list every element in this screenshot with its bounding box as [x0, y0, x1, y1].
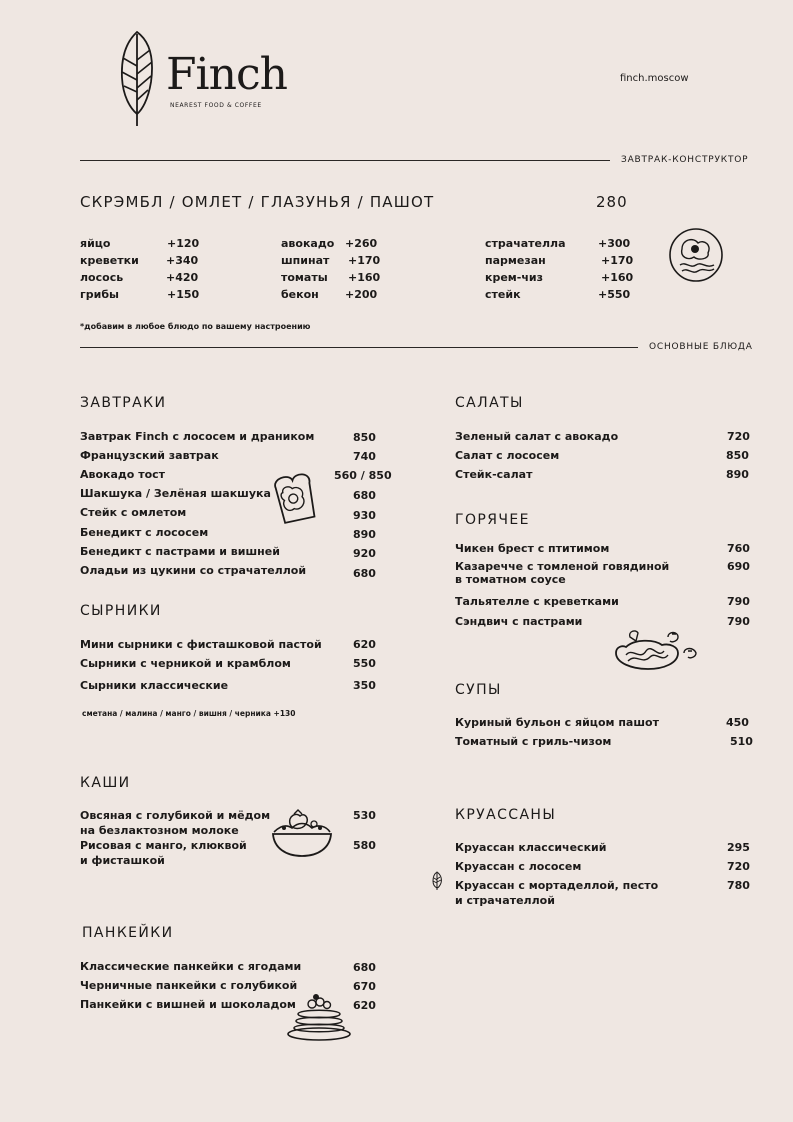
section-title: КАШИ: [80, 775, 131, 791]
menu-item-name: Круассан с мортаделлой, песто: [455, 879, 659, 892]
menu-item-name: Казаречче с томленой говядиной: [455, 560, 670, 573]
menu-item-price: 790: [727, 615, 750, 628]
menu-item-price: 850: [726, 449, 749, 462]
menu-item-price: 780: [727, 879, 750, 892]
menu-item-name: Круассан с лососем: [455, 860, 582, 873]
menu-item-price: 720: [727, 430, 750, 443]
menu-item-price: 680: [353, 961, 376, 974]
feather-logo-icon: [118, 30, 156, 128]
menu-item-price: 580: [353, 839, 376, 852]
menu-item-price: 850: [353, 431, 376, 444]
eggs-price: 280: [596, 193, 628, 211]
menu-item-name: Шакшука / Зелёная шакшука: [80, 487, 271, 500]
menu-item-name-cont: в томатном соусе: [455, 573, 566, 586]
menu-item-price: 720: [727, 860, 750, 873]
addon-name: бекон: [281, 288, 319, 301]
menu-item-price: 890: [726, 468, 749, 481]
menu-item-price: 680: [353, 567, 376, 580]
menu-item-name: Панкейки с вишней и шоколадом: [80, 998, 296, 1011]
menu-item-price: 890: [353, 528, 376, 541]
section-title: САЛАТЫ: [455, 395, 524, 411]
menu-item-name: Оладьи из цукини со страчателлой: [80, 564, 307, 577]
menu-item-name: Овсяная с голубикой и мёдом: [80, 809, 271, 822]
addon-name: пармезан: [485, 254, 546, 267]
addon-price: +160: [348, 271, 381, 284]
menu-item-price: 680: [353, 489, 376, 502]
menu-item-name: Тальятелле с креветками: [455, 595, 619, 608]
menu-item-price: 510: [730, 735, 753, 748]
website-link[interactable]: finch.moscow: [620, 73, 689, 84]
section-title: ЗАВТРАКИ: [80, 395, 167, 411]
pasta-shrimp-icon: [612, 627, 702, 675]
addon-price: +160: [601, 271, 634, 284]
addon-name: стейк: [485, 288, 521, 301]
menu-item-price: 550: [353, 657, 376, 670]
addon-name: грибы: [80, 288, 119, 301]
topping-note: сметана / малина / манго / вишня / черника +130: [82, 709, 296, 718]
menu-item-name: Завтрак Finch с лососем и драником: [80, 430, 315, 443]
toast-egg-icon: [270, 470, 322, 524]
menu-item-price: 620: [353, 638, 376, 651]
section-label: ОСНОВНЫЕ БЛЮДА: [649, 342, 753, 352]
brand-tagline: NEAREST FOOD & COFFEE: [170, 102, 262, 109]
menu-item-price: 930: [353, 509, 376, 522]
menu-item-name: Стейк с омлетом: [80, 506, 187, 519]
small-feather-icon: [431, 871, 443, 891]
menu-item-name: Круассан классический: [455, 841, 607, 854]
menu-item-name-cont: и страчателлой: [455, 894, 555, 907]
addon-price: +120: [167, 237, 200, 250]
addon-price: +340: [166, 254, 199, 267]
section-title: СУПЫ: [455, 682, 502, 698]
addon-price: +300: [598, 237, 631, 250]
section-title: ГОРЯЧЕЕ: [455, 512, 530, 528]
porridge-bowl-icon: [270, 808, 334, 860]
addon-name: авокадо: [281, 237, 335, 250]
fried-egg-bacon-icon: [668, 227, 724, 283]
section-title: КРУАССАНЫ: [455, 807, 557, 823]
addon-name: креветки: [80, 254, 139, 267]
section-title: ПАНКЕЙКИ: [82, 925, 174, 941]
addon-price: +170: [348, 254, 381, 267]
addon-price: +550: [598, 288, 631, 301]
addon-price: +260: [345, 237, 378, 250]
menu-item-name: Стейк-салат: [455, 468, 533, 481]
menu-item-name-cont: и фисташкой: [80, 854, 165, 867]
addon-name: лосось: [80, 271, 124, 284]
menu-item-price: 690: [727, 560, 750, 573]
addon-name: яйцо: [80, 237, 111, 250]
menu-item-price: 350: [353, 679, 376, 692]
addon-name: крем-чиз: [485, 271, 544, 284]
menu-item-name: Зеленый салат с авокадо: [455, 430, 619, 443]
addon-name: страчателла: [485, 237, 566, 250]
addon-price: +150: [167, 288, 200, 301]
section-title: СЫРНИКИ: [80, 603, 162, 619]
menu-item-name: Классические панкейки с ягодами: [80, 960, 302, 973]
menu-item-name: Рисовая с манго, клюквой: [80, 839, 247, 852]
menu-item-name: Томатный с гриль-чизом: [455, 735, 612, 748]
menu-item-name: Куриный бульон с яйцом пашот: [455, 716, 659, 729]
menu-item-price: 920: [353, 547, 376, 560]
menu-item-price: 450: [726, 716, 749, 729]
menu-item-name: Чикен брест с птитимом: [455, 542, 610, 555]
addon-price: +170: [601, 254, 634, 267]
addon-note: *добавим в любое блюдо по вашему настроению: [80, 322, 311, 331]
menu-item-price: 790: [727, 595, 750, 608]
menu-item-name-cont: на безлактозном молоке: [80, 824, 239, 837]
menu-item-name: Черничные панкейки с голубикой: [80, 979, 298, 992]
menu-item-price: 760: [727, 542, 750, 555]
eggs-title: СКРЭМБЛ / ОМЛЕТ / ГЛАЗУНЬЯ / ПАШОТ: [80, 193, 435, 211]
menu-item-name: Авокадо тост: [80, 468, 166, 481]
addon-name: шпинат: [281, 254, 330, 267]
section-divider: [80, 347, 638, 348]
section-divider: [80, 160, 610, 161]
pancakes-icon: [286, 990, 352, 1042]
menu-item-name: Сырники классические: [80, 679, 229, 692]
menu-item-name: Салат с лососем: [455, 449, 560, 462]
menu-item-name: Сырники с черникой и крамблом: [80, 657, 291, 670]
menu-item-price: 295: [727, 841, 750, 854]
addon-price: +420: [166, 271, 199, 284]
menu-item-price: 560 / 850: [334, 469, 392, 482]
menu-item-name: Бенедикт с пастрами и вишней: [80, 545, 280, 558]
brand-name: Finch: [166, 49, 287, 100]
addon-name: томаты: [281, 271, 328, 284]
menu-item-name: Бенедикт с лососем: [80, 526, 209, 539]
menu-item-price: 530: [353, 809, 376, 822]
menu-item-name: Французский завтрак: [80, 449, 219, 462]
section-label: ЗАВТРАК-КОНСТРУКТОР: [621, 155, 749, 165]
menu-item-price: 620: [353, 999, 376, 1012]
menu-item-price: 670: [353, 980, 376, 993]
menu-item-name: Мини сырники с фисташковой пастой: [80, 638, 322, 651]
addon-price: +200: [345, 288, 378, 301]
menu-item-name: Сэндвич с пастрами: [455, 615, 583, 628]
menu-item-price: 740: [353, 450, 376, 463]
